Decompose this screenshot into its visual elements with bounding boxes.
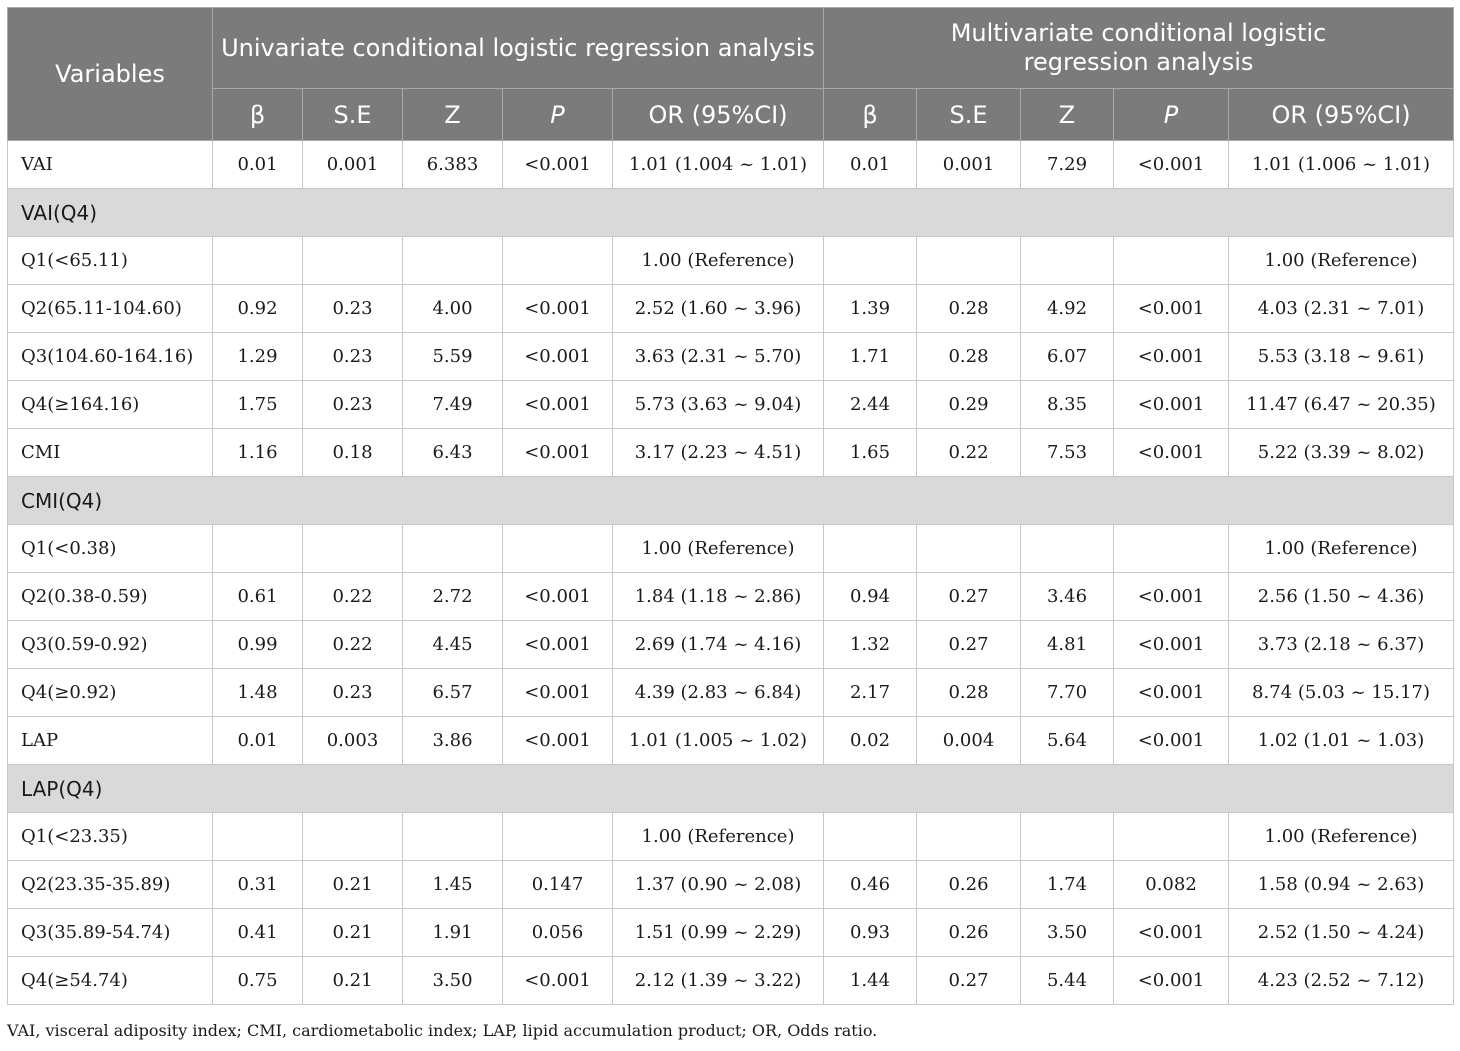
value-cell: 0.004 [917, 717, 1021, 765]
value-cell: 4.03 (2.31 ~ 7.01) [1229, 285, 1454, 333]
variable-cell: Q4(≥164.16) [8, 381, 213, 429]
value-cell: 5.73 (3.63 ~ 9.04) [613, 381, 824, 429]
table-header [8, 8, 1454, 141]
value-cell: 1.01 (1.005 ~ 1.02) [613, 717, 824, 765]
variable-cell: Q3(0.59-0.92) [8, 621, 213, 669]
value-cell: 0.21 [303, 957, 403, 1005]
value-cell: 0.46 [824, 861, 917, 909]
value-cell: 0.01 [824, 141, 917, 189]
value-cell: 0.27 [917, 573, 1021, 621]
value-cell: 1.00 (Reference) [1229, 525, 1454, 573]
value-cell: 0.23 [303, 285, 403, 333]
col-beta: β [213, 89, 303, 141]
value-cell: <0.001 [503, 573, 613, 621]
section-label: VAI(Q4) [8, 189, 1454, 237]
value-cell: <0.001 [1114, 141, 1229, 189]
value-cell: 0.27 [917, 621, 1021, 669]
univariate-header: Univariate conditional logistic regression analysis [213, 8, 824, 89]
col-z: Z [1021, 89, 1114, 141]
value-cell: 0.27 [917, 957, 1021, 1005]
value-cell: 4.39 (2.83 ~ 6.84) [613, 669, 824, 717]
value-cell [917, 525, 1021, 573]
table-row [8, 957, 1454, 1005]
value-cell: 1.91 [403, 909, 503, 957]
variable-cell: Q2(65.11-104.60) [8, 285, 213, 333]
table-row [8, 141, 1454, 189]
value-cell [213, 237, 303, 285]
value-cell: 3.46 [1021, 573, 1114, 621]
value-cell: 0.01 [213, 141, 303, 189]
value-cell: 0.02 [824, 717, 917, 765]
table-row [8, 573, 1454, 621]
value-cell: 2.52 (1.50 ~ 4.24) [1229, 909, 1454, 957]
value-cell: <0.001 [1114, 333, 1229, 381]
value-cell: 4.45 [403, 621, 503, 669]
variable-cell: Q3(104.60-164.16) [8, 333, 213, 381]
table-row [8, 717, 1454, 765]
value-cell: 0.21 [303, 861, 403, 909]
value-cell: 3.73 (2.18 ~ 6.37) [1229, 621, 1454, 669]
table-row [8, 381, 1454, 429]
variables-header: Variables [8, 8, 213, 141]
value-cell: <0.001 [1114, 669, 1229, 717]
table-row [8, 669, 1454, 717]
value-cell [303, 813, 403, 861]
value-cell: 1.01 (1.006 ~ 1.01) [1229, 141, 1454, 189]
value-cell: 1.00 (Reference) [1229, 237, 1454, 285]
value-cell: 1.00 (Reference) [613, 525, 824, 573]
value-cell: 6.383 [403, 141, 503, 189]
value-cell: 0.23 [303, 669, 403, 717]
value-cell: 1.02 (1.01 ~ 1.03) [1229, 717, 1454, 765]
value-cell: 1.84 (1.18 ~ 2.86) [613, 573, 824, 621]
value-cell [403, 813, 503, 861]
variable-cell: Q4(≥0.92) [8, 669, 213, 717]
value-cell: 3.63 (2.31 ~ 5.70) [613, 333, 824, 381]
value-cell [503, 237, 613, 285]
value-cell: 0.41 [213, 909, 303, 957]
section-label: CMI(Q4) [8, 477, 1454, 525]
value-cell: 2.56 (1.50 ~ 4.36) [1229, 573, 1454, 621]
value-cell: 0.001 [303, 141, 403, 189]
table-row [8, 285, 1454, 333]
value-cell: 8.35 [1021, 381, 1114, 429]
value-cell: 1.58 (0.94 ~ 2.63) [1229, 861, 1454, 909]
variable-cell: CMI [8, 429, 213, 477]
value-cell: <0.001 [1114, 717, 1229, 765]
value-cell: <0.001 [503, 285, 613, 333]
value-cell: <0.001 [503, 381, 613, 429]
value-cell: 0.23 [303, 381, 403, 429]
value-cell: 0.056 [503, 909, 613, 957]
value-cell: 1.00 (Reference) [613, 813, 824, 861]
value-cell: 0.28 [917, 669, 1021, 717]
value-cell: 1.29 [213, 333, 303, 381]
col-beta: β [824, 89, 917, 141]
value-cell: 0.61 [213, 573, 303, 621]
variable-cell: Q1(<0.38) [8, 525, 213, 573]
table-body [8, 141, 1454, 1005]
value-cell: 7.53 [1021, 429, 1114, 477]
table-row [8, 621, 1454, 669]
value-cell: 2.44 [824, 381, 917, 429]
value-cell: <0.001 [503, 333, 613, 381]
value-cell [1114, 237, 1229, 285]
variable-cell: Q2(0.38-0.59) [8, 573, 213, 621]
value-cell [1021, 525, 1114, 573]
value-cell: <0.001 [1114, 429, 1229, 477]
multivariate-header: Multivariate conditional logistic regression analysis [824, 8, 1454, 89]
value-cell [213, 525, 303, 573]
value-cell: 1.74 [1021, 861, 1114, 909]
value-cell [1114, 813, 1229, 861]
value-cell: 0.26 [917, 861, 1021, 909]
value-cell: 1.39 [824, 285, 917, 333]
table-row [8, 429, 1454, 477]
value-cell: 5.22 (3.39 ~ 8.02) [1229, 429, 1454, 477]
value-cell: <0.001 [503, 141, 613, 189]
value-cell: 1.00 (Reference) [1229, 813, 1454, 861]
value-cell: <0.001 [1114, 285, 1229, 333]
value-cell: <0.001 [503, 669, 613, 717]
value-cell: 0.003 [303, 717, 403, 765]
value-cell: 5.53 (3.18 ~ 9.61) [1229, 333, 1454, 381]
value-cell: 0.22 [303, 573, 403, 621]
value-cell: 1.48 [213, 669, 303, 717]
value-cell: 1.37 (0.90 ~ 2.08) [613, 861, 824, 909]
value-cell [303, 237, 403, 285]
table-row [8, 861, 1454, 909]
value-cell: 6.07 [1021, 333, 1114, 381]
value-cell: 1.51 (0.99 ~ 2.29) [613, 909, 824, 957]
value-cell: 3.17 (2.23 ~ 4.51) [613, 429, 824, 477]
value-cell: 1.32 [824, 621, 917, 669]
value-cell: 3.86 [403, 717, 503, 765]
table-footnote: VAI, visceral adiposity index; CMI, cardiometabolic index; LAP, lipid accumulation product; OR, Odds ratio. [7, 1021, 878, 1040]
regression-table [7, 7, 1454, 1005]
value-cell [503, 813, 613, 861]
value-cell: 0.082 [1114, 861, 1229, 909]
value-cell [917, 813, 1021, 861]
table-row [8, 237, 1454, 285]
value-cell: 1.00 (Reference) [613, 237, 824, 285]
section-label: LAP(Q4) [8, 765, 1454, 813]
table-row [8, 525, 1454, 573]
value-cell: 5.64 [1021, 717, 1114, 765]
value-cell: 6.57 [403, 669, 503, 717]
value-cell: 2.17 [824, 669, 917, 717]
value-cell: 0.22 [303, 621, 403, 669]
value-cell: 4.81 [1021, 621, 1114, 669]
table-row [8, 333, 1454, 381]
value-cell: 0.99 [213, 621, 303, 669]
value-cell: 4.23 (2.52 ~ 7.12) [1229, 957, 1454, 1005]
variable-cell: LAP [8, 717, 213, 765]
value-cell: 5.44 [1021, 957, 1114, 1005]
value-cell [824, 525, 917, 573]
value-cell: 0.93 [824, 909, 917, 957]
variable-cell: Q3(35.89-54.74) [8, 909, 213, 957]
value-cell: 0.75 [213, 957, 303, 1005]
value-cell: 0.18 [303, 429, 403, 477]
value-cell: <0.001 [503, 957, 613, 1005]
value-cell: 11.47 (6.47 ~ 20.35) [1229, 381, 1454, 429]
variable-cell: Q1(<23.35) [8, 813, 213, 861]
value-cell: 0.22 [917, 429, 1021, 477]
col-se: S.E [303, 89, 403, 141]
value-cell: <0.001 [1114, 381, 1229, 429]
variable-cell: Q1(<65.11) [8, 237, 213, 285]
value-cell [1021, 813, 1114, 861]
value-cell [403, 525, 503, 573]
value-cell: 0.31 [213, 861, 303, 909]
value-cell: 2.52 (1.60 ~ 3.96) [613, 285, 824, 333]
col-z: Z [403, 89, 503, 141]
value-cell [824, 237, 917, 285]
value-cell: 5.59 [403, 333, 503, 381]
value-cell: 1.44 [824, 957, 917, 1005]
value-cell: <0.001 [503, 429, 613, 477]
col-or: OR (95%CI) [1229, 89, 1454, 141]
value-cell: <0.001 [1114, 573, 1229, 621]
col-p: P [503, 89, 613, 141]
value-cell: 0.21 [303, 909, 403, 957]
table-row [8, 909, 1454, 957]
table-row [8, 813, 1454, 861]
value-cell [213, 813, 303, 861]
value-cell: 6.43 [403, 429, 503, 477]
value-cell: 1.01 (1.004 ~ 1.01) [613, 141, 824, 189]
value-cell [403, 237, 503, 285]
value-cell: 1.65 [824, 429, 917, 477]
section-row [8, 189, 1454, 237]
section-row [8, 477, 1454, 525]
value-cell: 0.28 [917, 333, 1021, 381]
value-cell: 8.74 (5.03 ~ 15.17) [1229, 669, 1454, 717]
value-cell: 1.45 [403, 861, 503, 909]
value-cell: 7.29 [1021, 141, 1114, 189]
value-cell: 0.28 [917, 285, 1021, 333]
value-cell: 4.00 [403, 285, 503, 333]
value-cell: 2.12 (1.39 ~ 3.22) [613, 957, 824, 1005]
value-cell [917, 237, 1021, 285]
value-cell: 7.49 [403, 381, 503, 429]
value-cell: <0.001 [503, 717, 613, 765]
value-cell: 2.72 [403, 573, 503, 621]
value-cell: 0.29 [917, 381, 1021, 429]
value-cell: 0.26 [917, 909, 1021, 957]
value-cell [824, 813, 917, 861]
section-row [8, 765, 1454, 813]
value-cell: 4.92 [1021, 285, 1114, 333]
value-cell: 1.16 [213, 429, 303, 477]
value-cell: 0.92 [213, 285, 303, 333]
variable-cell: Q2(23.35-35.89) [8, 861, 213, 909]
value-cell: 7.70 [1021, 669, 1114, 717]
value-cell: 2.69 (1.74 ~ 4.16) [613, 621, 824, 669]
value-cell [303, 525, 403, 573]
col-se: S.E [917, 89, 1021, 141]
variable-cell: Q4(≥54.74) [8, 957, 213, 1005]
value-cell: 0.94 [824, 573, 917, 621]
value-cell: <0.001 [1114, 909, 1229, 957]
value-cell: 1.75 [213, 381, 303, 429]
value-cell [1021, 237, 1114, 285]
value-cell [1114, 525, 1229, 573]
value-cell: 0.147 [503, 861, 613, 909]
value-cell: 1.71 [824, 333, 917, 381]
value-cell [503, 525, 613, 573]
value-cell: <0.001 [1114, 621, 1229, 669]
value-cell: 3.50 [403, 957, 503, 1005]
value-cell: 0.23 [303, 333, 403, 381]
col-or: OR (95%CI) [613, 89, 824, 141]
col-p: P [1114, 89, 1229, 141]
value-cell: <0.001 [1114, 957, 1229, 1005]
value-cell: 0.001 [917, 141, 1021, 189]
value-cell: 0.01 [213, 717, 303, 765]
variable-cell: VAI [8, 141, 213, 189]
value-cell: <0.001 [503, 621, 613, 669]
value-cell: 3.50 [1021, 909, 1114, 957]
